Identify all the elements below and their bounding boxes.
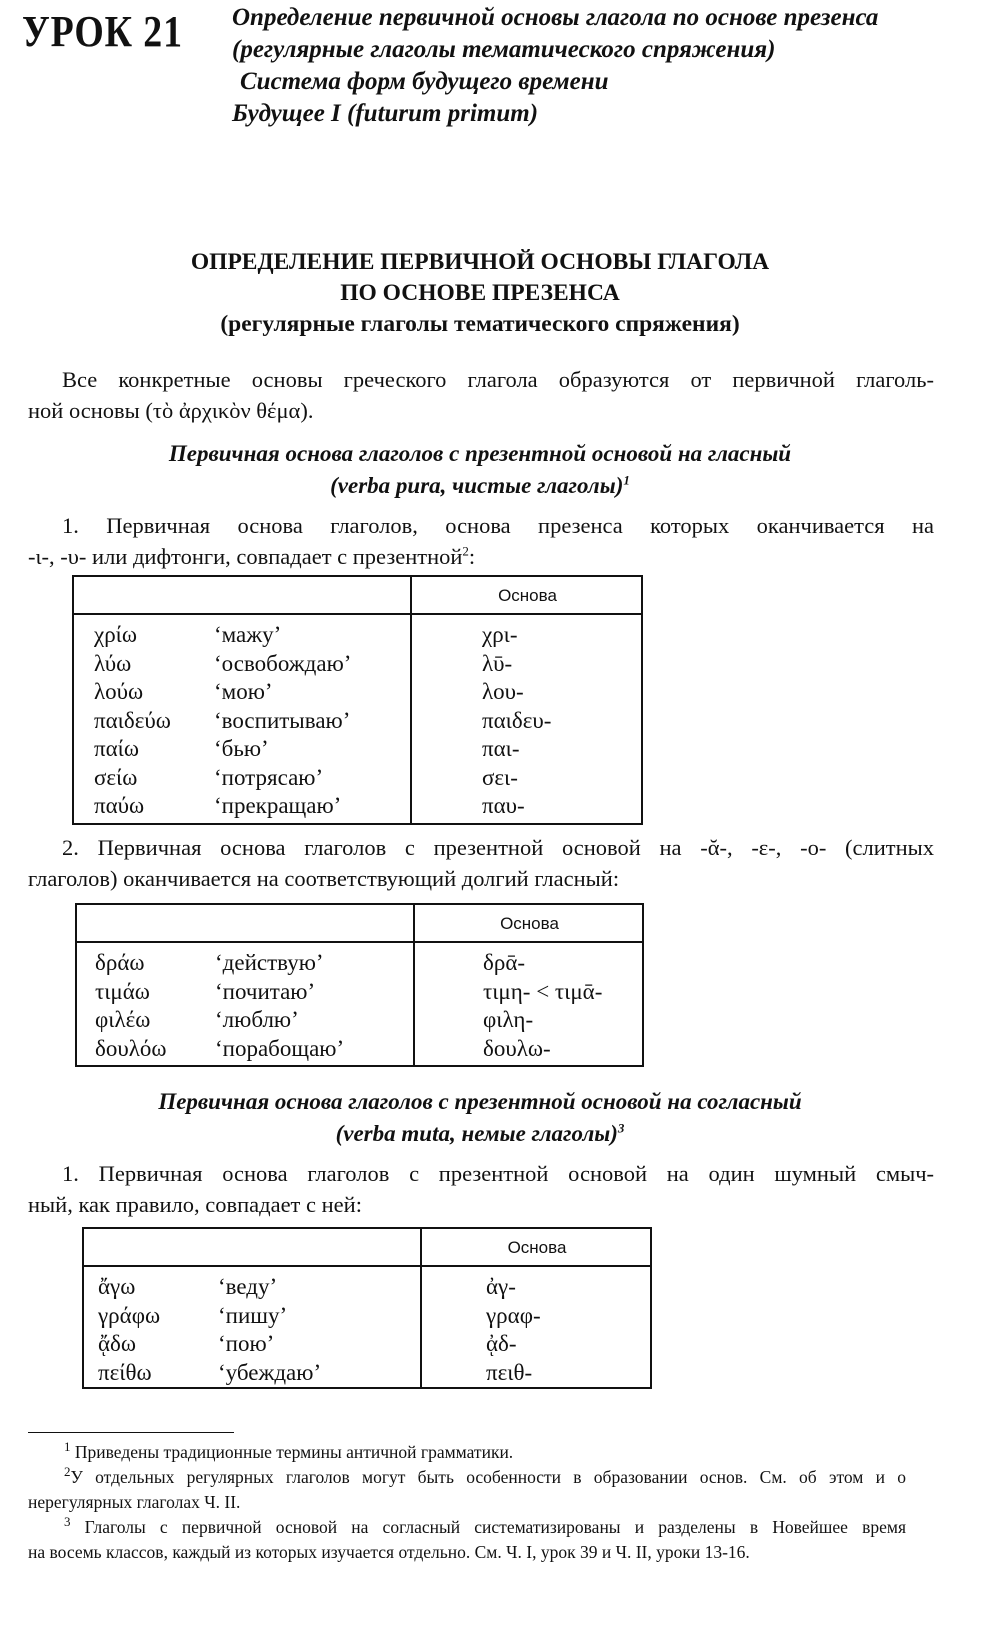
table-row xyxy=(74,621,641,650)
meaning-cell: ‘мою’ xyxy=(214,679,273,704)
meaning-cell: ‘убеждаю’ xyxy=(218,1359,322,1385)
stem-cell: παι- xyxy=(482,736,520,761)
verb-cell: παύω xyxy=(94,793,145,818)
stem-cell: γραφ- xyxy=(486,1302,541,1328)
footnote-text: У отдельных регулярных глаголов могут быть особенности в образовании основ. См. об этом и о xyxy=(70,1467,906,1487)
table-body xyxy=(77,949,642,1063)
lesson-topic: (регулярные глаголы тематического спряжения) xyxy=(232,36,776,63)
table-row xyxy=(84,1302,650,1331)
table-row xyxy=(74,707,641,736)
table-row xyxy=(74,792,641,821)
verb-cell: δουλόω xyxy=(95,1035,167,1061)
table-header xyxy=(84,1229,650,1267)
paragraph-line: 1. Первичная основа глаголов, основа презенса которых оканчивается на xyxy=(62,513,934,538)
table-row xyxy=(77,949,642,978)
stem-cell: παυ- xyxy=(482,793,525,818)
subheading-text: (verba pura, чистые глаголы) xyxy=(330,473,624,498)
lesson-topics xyxy=(232,2,878,130)
verb-cell: ἄγω xyxy=(98,1274,136,1299)
stem-cell: δρᾱ- xyxy=(483,950,526,975)
paragraph-line: Все конкретные основы греческого глагола образуются от первичной глаголь- xyxy=(62,367,934,392)
verb-cell: λύω xyxy=(94,650,132,676)
lesson-topic: Будущее I (futurum primum) xyxy=(232,100,539,127)
meaning-cell: ‘мажу’ xyxy=(214,622,282,647)
paragraph-line: ной основы (τὸ ἀρχικὸν θέμα). xyxy=(28,398,314,423)
subheading-line xyxy=(0,1118,960,1150)
table-body xyxy=(84,1273,650,1387)
footnote-divider xyxy=(28,1432,234,1433)
stem-cell: δουλω- xyxy=(483,1035,551,1061)
table-row xyxy=(77,1006,642,1035)
table-header-stem: Основа xyxy=(507,1238,567,1257)
meaning-cell: ‘бью’ xyxy=(214,736,269,761)
subheading-line: Первичная основа глаголов с презентной основой на гласный xyxy=(168,441,792,466)
paragraph-text: -ι-, -υ- или дифтонги, совпадает с презентной xyxy=(28,544,463,569)
section-title-line: ПО ОСНОВЕ ПРЕЗЕНСА xyxy=(340,280,620,306)
meaning-cell: ‘почитаю’ xyxy=(215,978,316,1004)
table-row xyxy=(77,1035,642,1064)
lesson-topic: Система форм будущего времени xyxy=(240,68,609,95)
subheading-line xyxy=(0,470,960,502)
subheading-verba-muta xyxy=(0,1086,960,1150)
footnote-1 xyxy=(28,1440,906,1465)
paragraph-line: 1. Первичная основа глаголов с презентной основой на один шумный смыч- xyxy=(62,1161,934,1186)
table-row xyxy=(77,978,642,1007)
meaning-cell: ‘потрясаю’ xyxy=(214,764,324,790)
stem-cell: λου- xyxy=(482,679,524,704)
table-row xyxy=(74,764,641,793)
verb-cell: παιδεύω xyxy=(94,707,171,733)
footnote-2-continued: нерегулярных глаголах Ч. II. xyxy=(28,1492,241,1512)
paragraph-text: : xyxy=(468,544,476,569)
paragraph-2 xyxy=(28,832,934,894)
footnote-ref: 2 xyxy=(462,543,469,559)
footnote-text: Приведены традиционные термины античной грамматики. xyxy=(74,1442,514,1462)
stem-cell: παιδευ- xyxy=(482,707,552,733)
verb-cell: σείω xyxy=(94,764,138,790)
table-header-stem: Основа xyxy=(500,914,559,933)
table-row xyxy=(84,1273,650,1302)
stem-cell: φιλη- xyxy=(483,1007,534,1032)
stem-cell: λῡ- xyxy=(482,650,513,676)
table-header-stem: Основа xyxy=(498,586,557,605)
section-title-line: ОПРЕДЕЛЕНИЕ ПЕРВИЧНОЙ ОСНОВЫ ГЛАГОЛА xyxy=(190,249,770,275)
meaning-cell: ‘люблю’ xyxy=(215,1007,299,1032)
footnote-text: Глаголы с первичной основой на согласный систематизированы и разделены в Новейшее время xyxy=(84,1517,906,1537)
table-header xyxy=(77,905,642,943)
section-title xyxy=(0,247,960,340)
footnote-3-continued: на восемь классов, каждый из которых изучается отдельно. См. Ч. I, урок 39 и Ч. II, уроки 13-16. xyxy=(28,1542,750,1562)
stem-cell: σει- xyxy=(482,764,518,790)
table-row xyxy=(84,1359,650,1388)
table-row xyxy=(74,735,641,764)
footnote-ref: 1 xyxy=(623,472,630,488)
paragraph-3 xyxy=(28,1158,934,1220)
verb-cell: χρίω xyxy=(94,622,138,647)
footnote-ref: 3 xyxy=(617,1120,625,1136)
verb-cell: γράφω xyxy=(98,1302,161,1328)
subheading-line: Первичная основа глаголов с презентной основой на согласный xyxy=(158,1089,802,1114)
verb-cell: ᾄδω xyxy=(98,1331,137,1356)
subheading-text: (verba muta, немые глаголы) xyxy=(335,1121,618,1146)
footnote-2 xyxy=(28,1465,906,1490)
stem-table-verba-pura xyxy=(72,575,643,825)
table-row xyxy=(74,678,641,707)
meaning-cell: ‘пою’ xyxy=(218,1331,275,1356)
footnote-mark: 3 xyxy=(64,1514,71,1530)
stem-cell: πειθ- xyxy=(486,1359,533,1385)
stem-cell: ᾀδ- xyxy=(486,1331,517,1356)
verb-cell: παίω xyxy=(94,736,139,761)
stem-cell: χρι- xyxy=(482,622,518,647)
subheading-verba-pura xyxy=(0,438,960,502)
verb-cell: λούω xyxy=(94,679,144,704)
footnote-mark: 2 xyxy=(64,1464,71,1480)
footnotes xyxy=(28,1440,906,1565)
footnote-mark: 1 xyxy=(64,1439,71,1455)
paragraph-line: 2. Первичная основа глаголов с презентной основой на -ᾰ-, -ε-, -ο- (слитных xyxy=(62,835,934,860)
stem-table-verba-muta xyxy=(82,1227,652,1389)
stem-cell: ἀγ- xyxy=(486,1274,516,1299)
paragraph-1 xyxy=(28,510,934,572)
verb-cell: δράω xyxy=(95,950,145,975)
meaning-cell: ‘порабощаю’ xyxy=(215,1035,345,1061)
verb-cell: τιμάω xyxy=(95,978,150,1004)
paragraph-line xyxy=(28,541,934,572)
meaning-cell: ‘пишу’ xyxy=(218,1302,288,1328)
stem-table-contract-verbs xyxy=(75,903,644,1067)
footnote-3 xyxy=(28,1515,906,1540)
lesson-number: УРОК 21 xyxy=(22,7,183,56)
meaning-cell: ‘веду’ xyxy=(218,1274,278,1299)
verb-cell: φιλέω xyxy=(95,1007,151,1032)
stem-cell: τιμη- < τιμᾱ- xyxy=(483,978,603,1004)
table-row xyxy=(84,1330,650,1359)
lesson-topic: Определение первичной основы глагола по основе презенса xyxy=(232,4,879,31)
table-header xyxy=(74,577,641,615)
paragraph-line: ный, как правило, совпадает с ней: xyxy=(28,1192,362,1217)
meaning-cell: ‘освобождаю’ xyxy=(214,650,352,676)
intro-paragraph xyxy=(28,364,934,426)
paragraph-line: глаголов) оканчивается на соответствующий долгий гласный: xyxy=(28,866,620,891)
verb-cell: πείθω xyxy=(98,1359,152,1385)
meaning-cell: ‘действую’ xyxy=(215,950,324,975)
section-title-line: (регулярные глаголы тематического спряжения) xyxy=(220,311,740,337)
meaning-cell: ‘прекращаю’ xyxy=(214,793,342,818)
table-row xyxy=(74,650,641,679)
table-body xyxy=(74,621,641,821)
meaning-cell: ‘воспитываю’ xyxy=(214,707,351,733)
